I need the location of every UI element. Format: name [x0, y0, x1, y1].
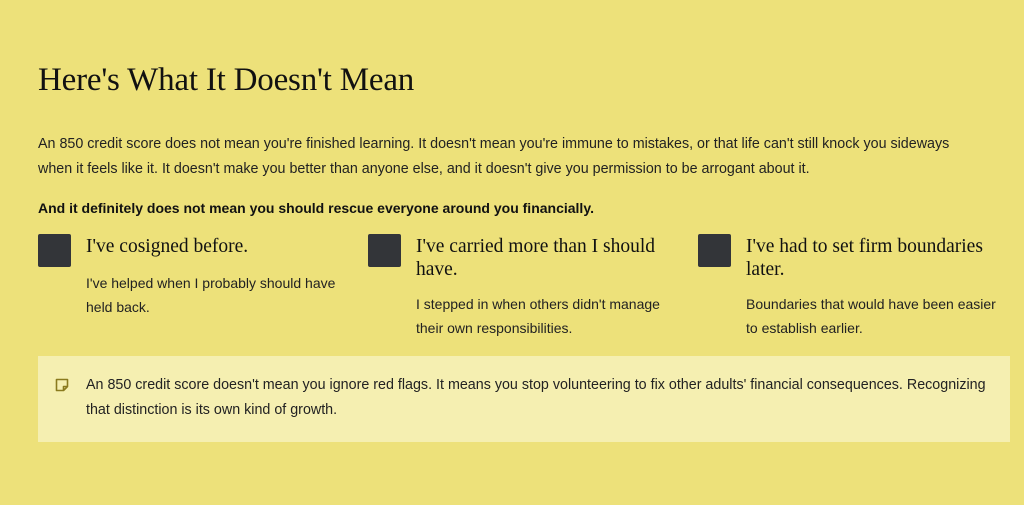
card-text: I stepped in when others didn't manage their own responsibilities. — [416, 296, 660, 336]
intro-paragraph: An 850 credit score does not mean you're finished learning. It doesn't mean you're immune to mistakes, or that life can't still knock you sideways when it feels like it. It doesn't make you better than anyone else, and it doesn't give you permission to be arrogant about it. — [38, 136, 950, 177]
note-text: An 850 credit score doesn't mean you ignore red flags. It means you stop volunteering to fix other adults' financial consequences. Recognizing that distinction is its own kind of growth. — [86, 377, 986, 418]
card-text: Boundaries that would have been easier to establish earlier. — [746, 296, 996, 336]
square-icon — [38, 234, 71, 267]
page-title: Here's What It Doesn't Mean — [38, 62, 415, 98]
card-title: I've had to set firm boundaries later. — [746, 236, 983, 280]
square-icon — [698, 234, 731, 267]
card-text: I've helped when I probably should have held back. — [86, 275, 336, 315]
experience-cards — [38, 234, 1010, 344]
note-icon — [55, 378, 69, 392]
emphasis-statement: And it definitely does not mean you should rescue everyone around you financially. — [38, 200, 594, 216]
card-title: I've carried more than I should have. — [416, 236, 656, 280]
card-title: I've cosigned before. — [86, 236, 249, 257]
square-icon — [368, 234, 401, 267]
note-callout — [38, 356, 1010, 442]
